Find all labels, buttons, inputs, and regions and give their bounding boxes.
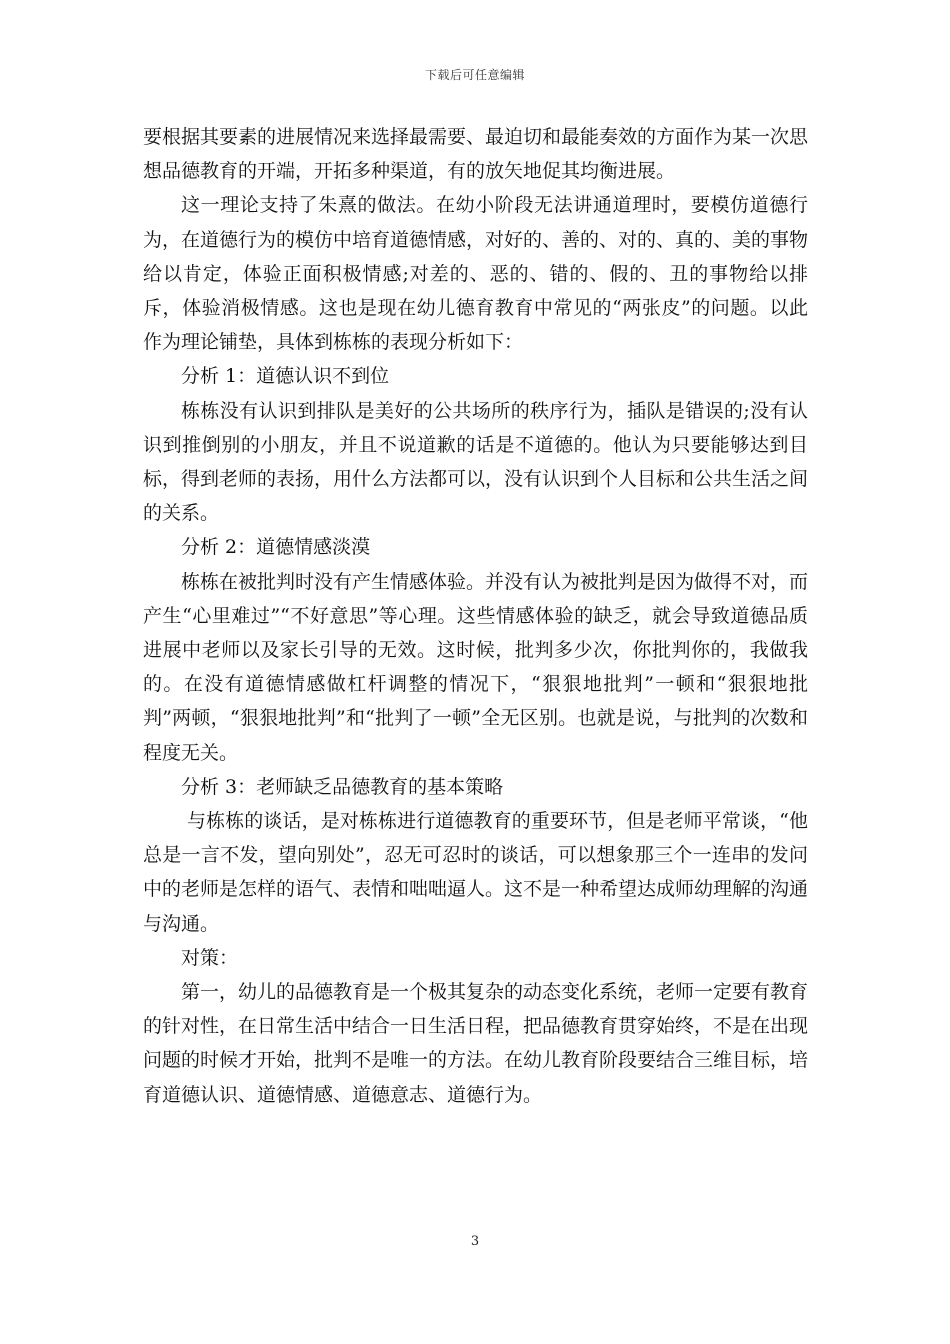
paragraph-theory: 这一理论支持了朱熹的做法。在幼小阶段无法讲通道理时，要模仿道德行为，在道德行为的模仿中培育道德情感，对好的、善的、对的、真的、美的事物给以肯定，体验正面积极情感;对差的、恶的、错的、假的、丑的事物给以排斥，体验消极情感。这也是现在幼儿德育教育中常见的“两张皮”的问题。以此作为理论铺垫，具体到栋栋的表现分析如下： (143, 194, 809, 354)
analysis-1-body: 栋栋没有认识到排队是美好的公共场所的秩序行为，插队是错误的;没有认识到推倒别的小朋友，并且不说道歉的话是不道德的。他认为只要能够达到目标，得到老师的表扬，用什么方法都可以，没有认识到个人目标和公共生活之间的关系。 (143, 399, 809, 525)
analysis-2-body: 栋栋在被批判时没有产生情感体验。并没有认为被批判是因为做得不对，而产生“心里难过”“不好意思”等心理。这些情感体验的缺乏，就会导致道德品质进展中老师以及家长引导的无效。这时候，批判多少次，你批判你的，我做我的。在没有道德情感做杠杆调整的情况下，“狠狠地批判”一顿和“狠狠地批判”两顿，“狠狠地批判”和“批判了一顿”全无区别。也就是说，与批判的次数和程度无关。 (143, 570, 809, 764)
countermeasures-heading: 对策： (181, 946, 239, 969)
countermeasure-1-body: 第一，幼儿的品德教育是一个极其复杂的动态变化系统，老师一定要有教育的针对性，在日常生活中结合一日生活日程，把品德教育贯穿始终，不是在出现问题的时候才开始，批判不是唯一的方法。在幼儿教育阶段要结合三维目标，培育道德认识、道德情感、道德意志、道德行为。 (143, 981, 809, 1106)
analysis-2-heading: 分析 2：道德情感淡漠 (181, 536, 371, 559)
document-body (143, 120, 808, 1112)
paragraph-continuation: 要根据其要素的进展情况来选择最需要、最迫切和最能奏效的方面作为某一次思想品德教育的开端，开拓多种渠道，有的放矢地促其均衡进展。 (143, 126, 809, 183)
page-header: 下载后可任意编辑 (424, 68, 525, 82)
analysis-1-heading: 分析 1：道德认识不到位 (181, 365, 390, 388)
page-number: 3 (470, 1234, 480, 1249)
analysis-3-body: 与栋栋的谈话，是对栋栋进行道德教育的重要环节，但是老师平常谈，“他总是一言不发，望向别处”，忍无可忍时的谈话，可以想象那三个一连串的发问中的老师是怎样的语气、表情和咄咄逼人。这不是一种希望达成师幼理解的沟通与沟通。 (143, 810, 809, 935)
analysis-3-heading: 分析 3：老师缺乏品德教育的基本策略 (181, 775, 504, 798)
